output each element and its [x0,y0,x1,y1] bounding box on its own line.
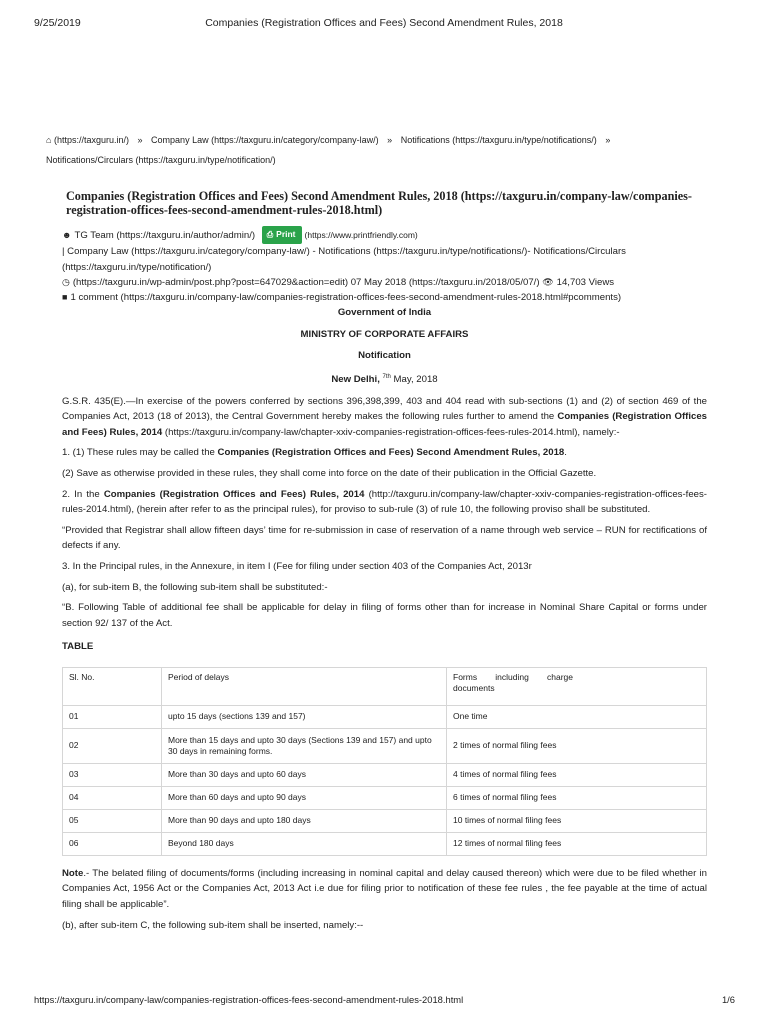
rule-3-text: 2. In the [62,488,104,500]
table-cell: More than 90 days and upto 180 days [162,809,447,832]
author-link[interactable]: TG Team (https://taxguru.in/author/admin/) [74,230,256,241]
table-row [63,809,707,832]
rule-5-paragraph: (a), for sub-item B, the following sub-item shall be substituted:- [62,581,328,593]
table-header-forms: Forms including charge documents [453,671,573,693]
author-line [62,226,712,244]
table-header-cell: Period of delays [162,667,447,705]
table-cell: 01 [63,705,162,728]
table-cell: 06 [63,832,162,855]
table-header-cell [447,667,707,705]
rule-3-link-text[interactable]: (http://taxguru.in/company-law/chapter-xxiv-companies-registration-offices-fees-rules-2014.html), (herein after refer to as the principal rules), for proviso to sub-rule (3) of rule 10, the following proviso shall be substituted. [62,488,707,516]
table-cell: 2 times of normal filing fees [447,728,707,763]
rule-2-paragraph: (2) Save as otherwise provided in these rules, they shall come into force on the date of their publication in the Official Gazette. [62,467,597,479]
table-cell: More than 30 days and upto 60 days [162,763,447,786]
home-icon[interactable]: ⌂ [46,135,52,145]
govt-heading: Government of India [337,307,432,318]
table-cell: 03 [63,763,162,786]
table-header-cell: Sl. No. [63,667,162,705]
print-button-label: Print [276,229,296,239]
printer-icon: ⎙ [266,230,274,239]
table-label [62,639,707,655]
table-cell: upto 15 days (sections 139 and 157) [162,705,447,728]
rule-7-paragraph: (b), after sub-item C, the following sub-item shall be inserted, namely:-- [62,919,364,931]
clock-icon: ◷ [62,276,70,287]
place-date-suffix: May, 2018 [390,373,438,385]
print-footer-url: https://taxguru.in/company-law/companies-registration-offices-fees-second-amendment-rules-2018.html [34,994,464,1005]
rule-1-end: . [564,447,567,459]
comments-link[interactable]: 1 comment (https://taxguru.in/company-law/companies-registration-offices-fees-second-amendment-rules-2018.html#pcomments) [70,292,622,304]
place-date [62,370,707,388]
breadcrumb-company-law[interactable]: Company Law (https://taxguru.in/category/company-law/) [151,135,379,145]
breadcrumb-separator: » [387,135,393,145]
breadcrumb-notifications[interactable]: Notifications (https://taxguru.in/type/notifications/) [400,135,597,145]
user-icon: ☻ [62,230,72,240]
note-label: Note [62,867,84,879]
proviso-paragraph: “Provided that Registrar shall allow fifteen days’ time for re-submission in case of reservation of a name through web service – RUN for rectifications of defects if any. [62,524,707,552]
gsr-rules-bold: Companies (Registration Offices and Fees) Rules, 2014 [62,411,708,438]
rule-1-paragraph [62,445,707,461]
table-cell: 4 times of normal filing fees [447,763,707,786]
article-title[interactable]: Companies (Registration Offices and Fees) Second Amendment Rules, 2018 (https://taxguru.in/company-law/companies-registration-offices-fees-second-amendment-rules-2018.html) [66,189,692,217]
table-label-text: TABLE [62,641,94,653]
comments-line [62,290,712,305]
table-cell: 02 [63,728,162,763]
article-body [62,305,707,938]
breadcrumb-notifications-circulars[interactable]: Notifications/Circulars (https://taxguru.in/type/notification/) [46,155,276,165]
table-cell: More than 60 days and upto 90 days [162,786,447,809]
table-cell: One time [447,705,707,728]
comment-icon: ■ [62,292,68,303]
breadcrumb-separator: » [605,135,611,145]
table-row [63,705,707,728]
edit-date-link[interactable]: (https://taxguru.in/wp-admin/post.php?post=647029&action=edit) 07 May 2018 (https://taxguru.in/2018/05/07/) [72,276,540,288]
table-row [63,763,707,786]
note-paragraph [62,866,707,913]
table-cell: More than 15 days and upto 30 days (Sections 139 and 157) and upto 30 days in remaining forms. [162,728,447,763]
gsr-link-text[interactable]: (https://taxguru.in/company-law/chapter-xxiv-companies-registration-offices-fees-rules-2014.html), namely:- [162,426,620,438]
views-count: 14,703 Views [556,276,615,288]
rule-3-paragraph [62,487,707,518]
rule-4-paragraph: 3. In the Principal rules, in the Annexure, in item I (Fee for filing under section 403 of the Companies Act, 2013r [62,560,532,572]
print-date: 9/25/2019 [34,17,81,29]
table-row [63,728,707,763]
breadcrumb [46,135,616,145]
table-cell: Beyond 180 days [162,832,447,855]
notification-heading: Notification [358,350,411,362]
table-cell: 04 [63,786,162,809]
place-date-sup: 7th [382,373,391,380]
fee-table [62,667,707,856]
table-row [63,832,707,855]
rule-1-text: 1. (1) These rules may be called the [62,447,218,459]
place-date-prefix: New Delhi, [331,373,383,385]
table-cell: 12 times of normal filing fees [447,832,707,855]
date-line [62,275,712,290]
print-header-title: Companies (Registration Offices and Fees) Second Amendment Rules, 2018 [205,17,563,29]
breadcrumb-separator: » [137,135,143,145]
breadcrumb-home[interactable]: (https://taxguru.in/) [53,135,129,145]
gsr-paragraph [62,394,707,441]
page-number: 1/6 [721,994,735,1005]
ministry-heading: MINISTRY OF CORPORATE AFFAIRS [300,328,469,340]
table-cell: 10 times of normal filing fees [447,809,707,832]
eye-icon: 👁 [542,276,554,287]
rule-6-paragraph: “B. Following Table of additional fee shall be applicable for delay in filing of forms other than for increase in Nominal Share Capital or forms under section 92/ 137 of the Act. [62,602,707,629]
table-cell: 6 times of normal filing fees [447,786,707,809]
categories-line[interactable]: | Company Law (https://taxguru.in/category/company-law/) - Notifications (https://taxguru.in/type/notifications/)- Notifications/Circulars (https://taxguru.in/type/notification/) [62,246,626,273]
rule-3-bold: Companies (Registration Offices and Fees) Rules, 2014 [103,488,365,500]
article-meta [62,226,712,305]
gsr-text: G.S.R. 435(E).—In exercise of the powers conferred by sections 396,398,399, 403 and 404 read with sub-sections (1) and (2) of section 469 of the Companies Act, 2013 (18 of 2013), the Central Government hereby makes the following rules further to amend the [62,395,707,423]
rule-1-bold: Companies (Registration Offices and Fees) Second Amendment Rules, 2018 [217,447,565,459]
table-row [63,786,707,809]
print-url[interactable]: (https://www.printfriendly.com) [304,230,418,240]
note-text: .- The belated filing of documents/forms (including increasing in nominal capital and delay caused thereon) which were due to be filed whether in Companies Act, 1956 Act or the Companies Act, 2013 Act i.e due for filing prior to notification of these fee rules , the fee payable at the time of actual filing shall be applicable”. [62,867,707,911]
table-cell: 05 [63,809,162,832]
print-button[interactable] [262,226,302,244]
table-header-row [63,667,707,705]
